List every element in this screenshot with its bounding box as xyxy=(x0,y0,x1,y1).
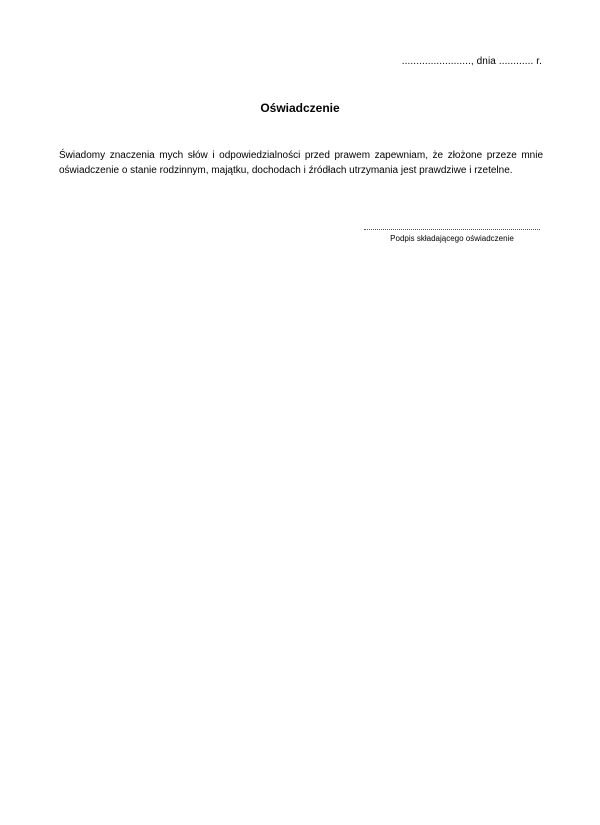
signature-label: Podpis składającego oświadczenie xyxy=(390,234,514,243)
declaration-text: Świadomy znaczenia mych słów i odpowiedzialności przed prawem zapewniam, że złożone przeze mnie oświadczenie o stanie rodzinnym, majątku, dochodach i źródłach utrzymania jest prawdziwe i rzetelne. xyxy=(59,150,543,176)
signature-block xyxy=(364,229,540,243)
place-date-line: ........................, dnia ............ r. xyxy=(401,56,542,67)
signature-line xyxy=(364,229,540,230)
document-title: Oświadczenie xyxy=(260,101,340,115)
